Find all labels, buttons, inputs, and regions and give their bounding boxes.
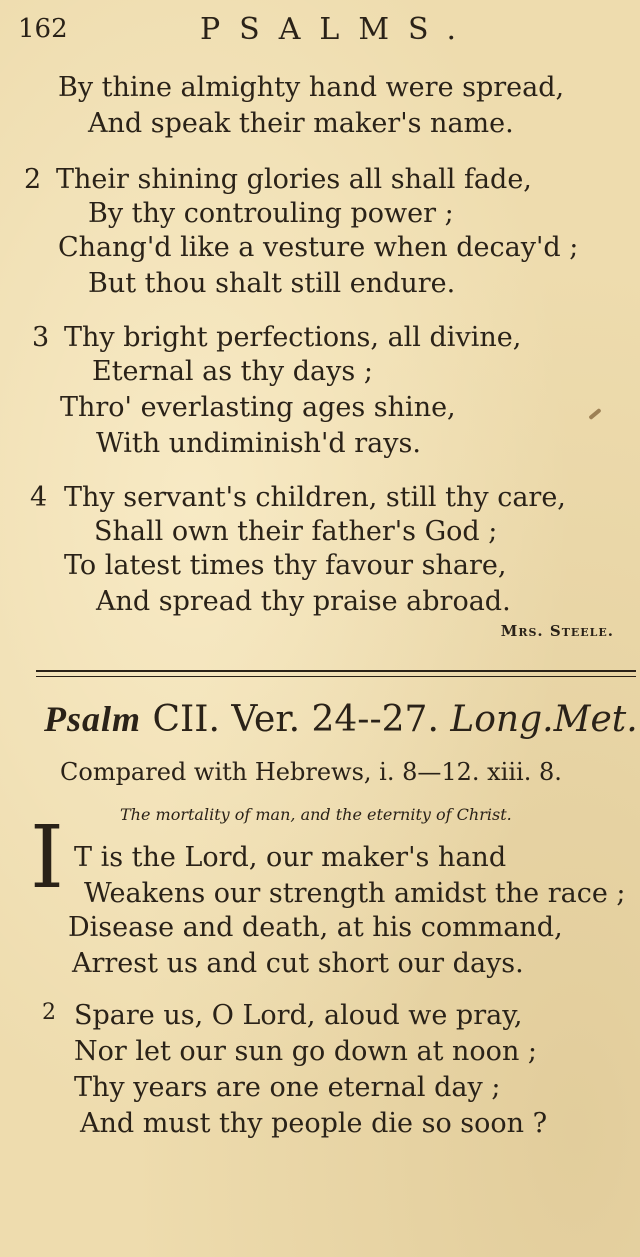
stanza-4-line-4: And spread thy praise abroad. — [96, 586, 511, 617]
psalm-stanza-2-line-1: Spare us, O Lord, aloud we pray, — [74, 1000, 523, 1031]
psalm-heading — [44, 698, 638, 740]
stanza-3-line-3: Thro' everlasting ages shine, — [60, 392, 456, 423]
stanza-1-line-2: And speak their maker's name. — [88, 108, 514, 139]
attribution: Mrs. Steele. — [500, 622, 614, 640]
psalm-number: CII. — [152, 699, 220, 740]
section-rule-top — [36, 670, 636, 672]
psalm-stanza-1-line-4: Arrest us and cut short our days. — [72, 948, 524, 979]
psalm-stanza-1-line-1: T is the Lord, our maker's hand — [74, 842, 507, 873]
running-head: PSALMS. — [200, 12, 476, 47]
stanza-3-line-2: Eternal as thy days ; — [92, 356, 373, 387]
stanza-2-line-3: Chang'd like a vesture when decay'd ; — [58, 232, 579, 263]
comparison-line: Compared with Hebrews, i. 8—12. xiii. 8. — [60, 758, 562, 786]
stanza-4-number: 4 — [30, 482, 48, 513]
stanza-2-line-4: But thou shalt still endure. — [88, 268, 456, 299]
psalm-stanza-1-line-3: Disease and death, at his command, — [68, 912, 563, 943]
psalm-title: Psalm — [44, 699, 142, 739]
psalm-verses: Ver. 24--27. — [231, 699, 439, 740]
stanza-4-line-1: Thy servant's children, still thy care, — [64, 482, 566, 513]
stanza-2-line-1: Their shining glories all shall fade, — [56, 164, 532, 195]
psalm-stanza-1-line-2: Weakens our strength amidst the race ; — [84, 878, 626, 909]
psalm-meter: Long.Met. — [450, 699, 638, 740]
stanza-3-line-4: With undiminish'd rays. — [96, 428, 421, 459]
stanza-4-line-3: To latest times thy favour share, — [64, 550, 507, 581]
stanza-3-line-1: Thy bright perfections, all divine, — [64, 322, 522, 353]
section-rule-bottom — [36, 676, 636, 677]
stanza-1-line-1: By thine almighty hand were spread, — [58, 72, 565, 103]
ink-blot — [588, 408, 601, 420]
stanza-2-line-2: By thy controuling power ; — [88, 198, 454, 229]
drop-cap: I — [30, 808, 64, 908]
topic-line: The mortality of man, and the eternity of Christ. — [120, 805, 512, 824]
psalm-stanza-2-number: 2 — [42, 1000, 56, 1025]
stanza-2-number: 2 — [24, 164, 42, 195]
stanza-4-line-2: Shall own their father's God ; — [94, 516, 498, 547]
psalm-stanza-2-line-2: Nor let our sun go down at noon ; — [74, 1036, 538, 1067]
page-number: 162 — [18, 14, 68, 44]
stanza-3-number: 3 — [32, 322, 50, 353]
psalm-stanza-2-line-3: Thy years are one eternal day ; — [74, 1072, 501, 1103]
psalm-stanza-2-line-4: And must thy people die so soon ? — [80, 1108, 548, 1139]
